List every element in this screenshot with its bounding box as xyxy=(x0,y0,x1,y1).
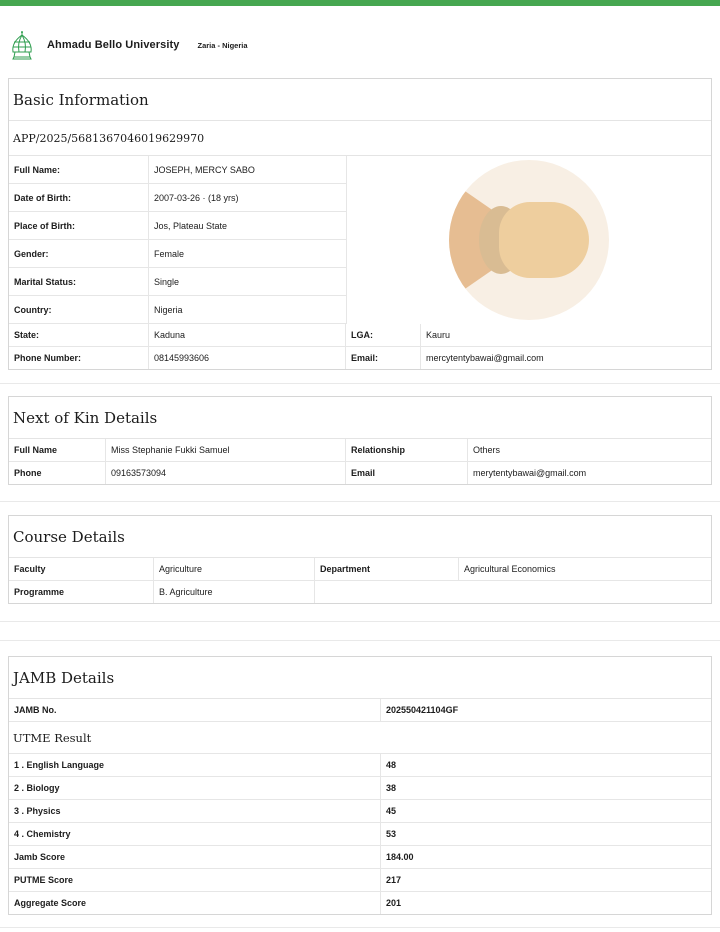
table-row xyxy=(9,439,711,462)
table-row xyxy=(9,581,711,603)
row-value: Others xyxy=(473,445,501,455)
section-divider xyxy=(0,501,720,502)
section-divider xyxy=(0,383,720,384)
table-row xyxy=(9,800,711,823)
row-label: 3 . Physics xyxy=(9,800,381,822)
table-row xyxy=(9,869,711,892)
row-value: mercytentybawai@gmail.com xyxy=(426,353,544,363)
section-jamb-details xyxy=(8,656,712,915)
table-row xyxy=(9,240,346,268)
photo-cell xyxy=(346,156,711,324)
row-label: Country: xyxy=(9,296,149,323)
row-value: 2007-03-26 · (18 yrs) xyxy=(154,192,239,203)
empty-cell xyxy=(315,581,711,603)
row-label: Email xyxy=(346,462,468,484)
row-label: PUTME Score xyxy=(9,869,381,891)
row-value: 45 xyxy=(386,806,397,816)
avatar-head-shape xyxy=(499,202,589,278)
row-value: 09163573094 xyxy=(106,462,346,484)
row-label: Place of Birth: xyxy=(9,212,149,239)
table-row xyxy=(9,892,711,914)
row-value: Jos, Plateau State xyxy=(154,220,228,231)
row-label: Jamb Score xyxy=(9,846,381,868)
row-label: 1 . English Language xyxy=(9,754,381,776)
row-value: 53 xyxy=(386,829,397,839)
row-label: Phone Number: xyxy=(9,347,149,369)
row-label: Faculty xyxy=(9,558,154,580)
row-label: Programme xyxy=(9,581,154,603)
abu-logo-icon xyxy=(10,30,34,60)
row-value: 184.00 xyxy=(386,852,414,862)
section-divider xyxy=(0,927,720,928)
university-name: Ahmadu Bello University xyxy=(47,39,180,51)
section-next-of-kin xyxy=(8,396,712,485)
row-value: 48 xyxy=(386,760,397,770)
table-row xyxy=(9,347,711,369)
row-value: 217 xyxy=(386,875,402,885)
row-value: Agricultural Economics xyxy=(464,564,556,574)
table-row xyxy=(9,777,711,800)
row-value: Nigeria xyxy=(154,304,183,315)
table-row xyxy=(9,699,711,722)
row-value: Agriculture xyxy=(154,558,315,580)
row-value: 201 xyxy=(386,898,402,908)
row-value: merytentybawai@gmail.com xyxy=(473,468,587,478)
row-value: JOSEPH, MERCY SABO xyxy=(154,164,255,175)
row-value: 08145993606 xyxy=(149,347,346,369)
top-accent-bar xyxy=(0,0,720,6)
application-number: APP/2025/5681367046019629970 xyxy=(9,121,711,156)
row-label: Phone xyxy=(9,462,106,484)
basic-info-left-column xyxy=(9,156,346,324)
table-row xyxy=(9,212,346,240)
row-label: Gender: xyxy=(9,240,149,267)
row-label: Marital Status: xyxy=(9,268,149,295)
table-row xyxy=(9,462,711,484)
table-row xyxy=(9,184,346,212)
university-location: Zaria - Nigeria xyxy=(197,40,248,50)
row-label: 4 . Chemistry xyxy=(9,823,381,845)
table-row xyxy=(9,754,711,777)
table-row xyxy=(9,846,711,869)
section-basic-information xyxy=(8,78,712,370)
basic-info-table xyxy=(9,156,711,324)
section-divider xyxy=(0,621,720,622)
university-header xyxy=(10,30,712,60)
section-title: Next of Kin Details xyxy=(9,397,711,439)
section-title: JAMB Details xyxy=(9,657,711,699)
row-value: Kauru xyxy=(426,330,451,340)
row-label: Email: xyxy=(346,347,421,369)
table-row xyxy=(9,324,711,347)
table-row xyxy=(9,296,346,324)
applicant-photo-placeholder xyxy=(449,160,609,320)
row-value: Kaduna xyxy=(149,324,346,346)
row-label: Full Name: xyxy=(9,156,149,183)
row-value: B. Agriculture xyxy=(154,581,315,603)
row-value: 202550421104GF xyxy=(386,705,459,715)
row-label: Relationship xyxy=(346,439,468,461)
row-value: Female xyxy=(154,248,185,259)
table-row xyxy=(9,268,346,296)
row-label: Aggregate Score xyxy=(9,892,381,914)
utme-result-heading: UTME Result xyxy=(9,722,711,754)
row-value: Single xyxy=(154,276,180,287)
row-label: LGA: xyxy=(346,324,421,346)
row-label: Department xyxy=(315,558,459,580)
section-title: Course Details xyxy=(9,516,711,558)
table-row xyxy=(9,823,711,846)
table-row xyxy=(9,156,346,184)
row-label: Full Name xyxy=(9,439,106,461)
row-label: State: xyxy=(9,324,149,346)
row-label: JAMB No. xyxy=(9,699,381,721)
row-label: 2 . Biology xyxy=(9,777,381,799)
row-value: Miss Stephanie Fukki Samuel xyxy=(106,439,346,461)
row-value: 38 xyxy=(386,783,397,793)
section-divider xyxy=(0,640,720,641)
section-title: Basic Information xyxy=(9,79,711,121)
row-label: Date of Birth: xyxy=(9,184,149,211)
table-row xyxy=(9,558,711,581)
section-course-details xyxy=(8,515,712,604)
